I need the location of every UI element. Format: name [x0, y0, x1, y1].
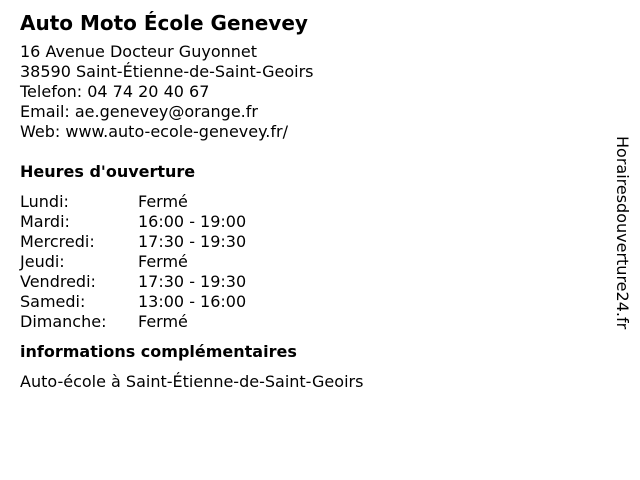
- hours-value: Fermé: [138, 312, 188, 331]
- day-label: Jeudi:: [20, 252, 65, 271]
- address-street: 16 Avenue Docteur Guyonnet: [20, 42, 257, 61]
- hours-value: 16:00 - 19:00: [138, 212, 247, 231]
- business-card: [20, 9, 590, 392]
- hours-row-tuesday: [20, 212, 590, 232]
- day-label: Lundi:: [20, 192, 69, 211]
- hours-value: Fermé: [138, 252, 188, 271]
- additional-info-text: Auto-école à Saint-Étienne-de-Saint-Geoirs: [20, 372, 364, 391]
- day-label: Vendredi:: [20, 272, 96, 291]
- hours-row-friday: [20, 272, 590, 292]
- day-label: Mercredi:: [20, 232, 95, 251]
- website-line: Web: www.auto-ecole-genevey.fr/: [20, 122, 288, 141]
- hours-value: 13:00 - 16:00: [138, 292, 247, 311]
- day-label: Mardi:: [20, 212, 70, 231]
- hours-row-wednesday: [20, 232, 590, 252]
- day-label: Dimanche:: [20, 312, 107, 331]
- hours-value: 17:30 - 19:30: [138, 272, 247, 291]
- address-city: 38590 Saint-Étienne-de-Saint-Geoirs: [20, 62, 314, 81]
- hours-value: Fermé: [138, 192, 188, 211]
- phone-line: Telefon: 04 74 20 40 67: [20, 82, 210, 101]
- site-watermark: Horairesdouverture24.fr: [613, 136, 632, 330]
- hours-row-monday: [20, 192, 590, 212]
- opening-hours-heading: Heures d'ouverture: [20, 162, 196, 181]
- opening-hours-table: [20, 192, 590, 332]
- additional-info-heading: informations complémentaires: [20, 342, 297, 361]
- hours-row-thursday: [20, 252, 590, 272]
- email-line: Email: ae.genevey@orange.fr: [20, 102, 258, 121]
- day-label: Samedi:: [20, 292, 86, 311]
- hours-row-sunday: [20, 312, 590, 332]
- contact-block: [20, 42, 590, 142]
- hours-value: 17:30 - 19:30: [138, 232, 247, 251]
- hours-row-saturday: [20, 292, 590, 312]
- business-name: Auto Moto École Genevey: [20, 11, 308, 35]
